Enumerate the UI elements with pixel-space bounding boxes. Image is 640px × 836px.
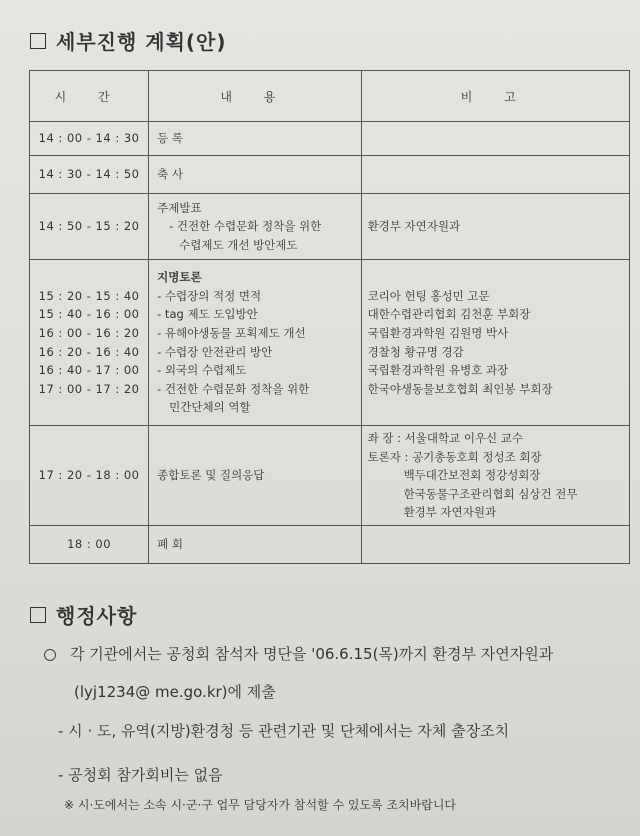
table-row xyxy=(30,526,630,564)
note-cell: 좌 장 : 서울대학교 이우신 교수 토론자 : 공기총동호회 정성조 회장 백두대간보전회 정강성회장 한국동물구조관리협회 심상건 전무 환경부 자연자원과 xyxy=(361,426,629,526)
note-cell: 환경부 자연자원과 xyxy=(361,194,629,260)
table-row xyxy=(30,260,630,426)
content-cell: 폐 회 xyxy=(149,526,361,564)
content-cell: 종합토론 및 질의응답 xyxy=(149,426,361,526)
table-row xyxy=(30,156,630,194)
header-time: 시 간 xyxy=(30,71,149,122)
section-title-schedule xyxy=(30,26,226,55)
time-cell: 14 : 00 - 14 : 30 xyxy=(30,122,149,156)
admin-line-3: - 시 · 도, 유역(지방)환경청 등 관련기관 및 단체에서는 자체 출장조치 xyxy=(58,722,510,740)
time-cell: 18 : 00 xyxy=(30,526,149,564)
schedule-table xyxy=(29,70,630,564)
content-cell: 지명토론 - 수렵장의 적정 면적 - tag 제도 도입방안 - 유해야생동물 포획제도 개선 - 수렵장 안전관리 방안 - 외국의 수렵제도 - 건전한 수렵문화 정착을 위한 민간단체의 역할 xyxy=(149,260,361,426)
circle-bullet-icon xyxy=(44,649,56,661)
note-cell xyxy=(361,156,629,194)
admin-item-submission xyxy=(44,643,553,664)
table-row xyxy=(30,194,630,260)
section-title-admin xyxy=(30,600,137,629)
checkbox-square-icon xyxy=(30,607,46,623)
content-cell: 주제발표 - 건전한 수렵문화 정착을 위한 수렵제도 개선 방안제도 xyxy=(149,194,361,260)
header-note: 비 고 xyxy=(361,71,629,122)
table-row xyxy=(30,426,630,526)
admin-line-1: 각 기관에서는 공청회 참석자 명단을 '06.6.15(목)까지 환경부 자연자원과 xyxy=(70,645,554,663)
content-cell: 등 록 xyxy=(149,122,361,156)
time-cell: 14 : 30 - 14 : 50 xyxy=(30,156,149,194)
header-content: 내 용 xyxy=(149,71,361,122)
note-cell xyxy=(361,122,629,156)
admin-line-2: (lyj1234@ me.go.kr)에 제출 xyxy=(74,683,276,701)
admin-line-4: - 공청회 참가회비는 없음 xyxy=(58,766,223,784)
section-title-schedule-text: 세부진행 계획(안) xyxy=(56,30,227,54)
table-header-row xyxy=(30,71,630,122)
table-row xyxy=(30,122,630,156)
time-cell: 14 : 50 - 15 : 20 xyxy=(30,194,149,260)
checkbox-square-icon xyxy=(30,33,46,49)
content-cell: 축 사 xyxy=(149,156,361,194)
note-cell xyxy=(361,526,629,564)
admin-note: ※ 시·도에서는 소속 시·군·구 업무 담당자가 참석할 수 있도록 조치바랍니다 xyxy=(64,798,456,812)
time-cell: 15 : 20 - 15 : 40 15 : 40 - 16 : 00 16 : 00 - 16 : 20 16 : 20 - 16 : 40 16 : 40 - 17 : 00 17 : 00 - 17 : 20 xyxy=(30,260,149,426)
time-cell: 17 : 20 - 18 : 00 xyxy=(30,426,149,526)
note-cell: 코리아 헌팅 홍성민 고문 대한수렵관리협회 김천훈 부회장 국립환경과학원 김원명 박사 경찰청 황규명 경감 국립환경과학원 유병호 과장 한국야생동물보호협회 최인봉 부회장 xyxy=(361,260,629,426)
section-title-admin-text: 행정사항 xyxy=(56,604,138,628)
